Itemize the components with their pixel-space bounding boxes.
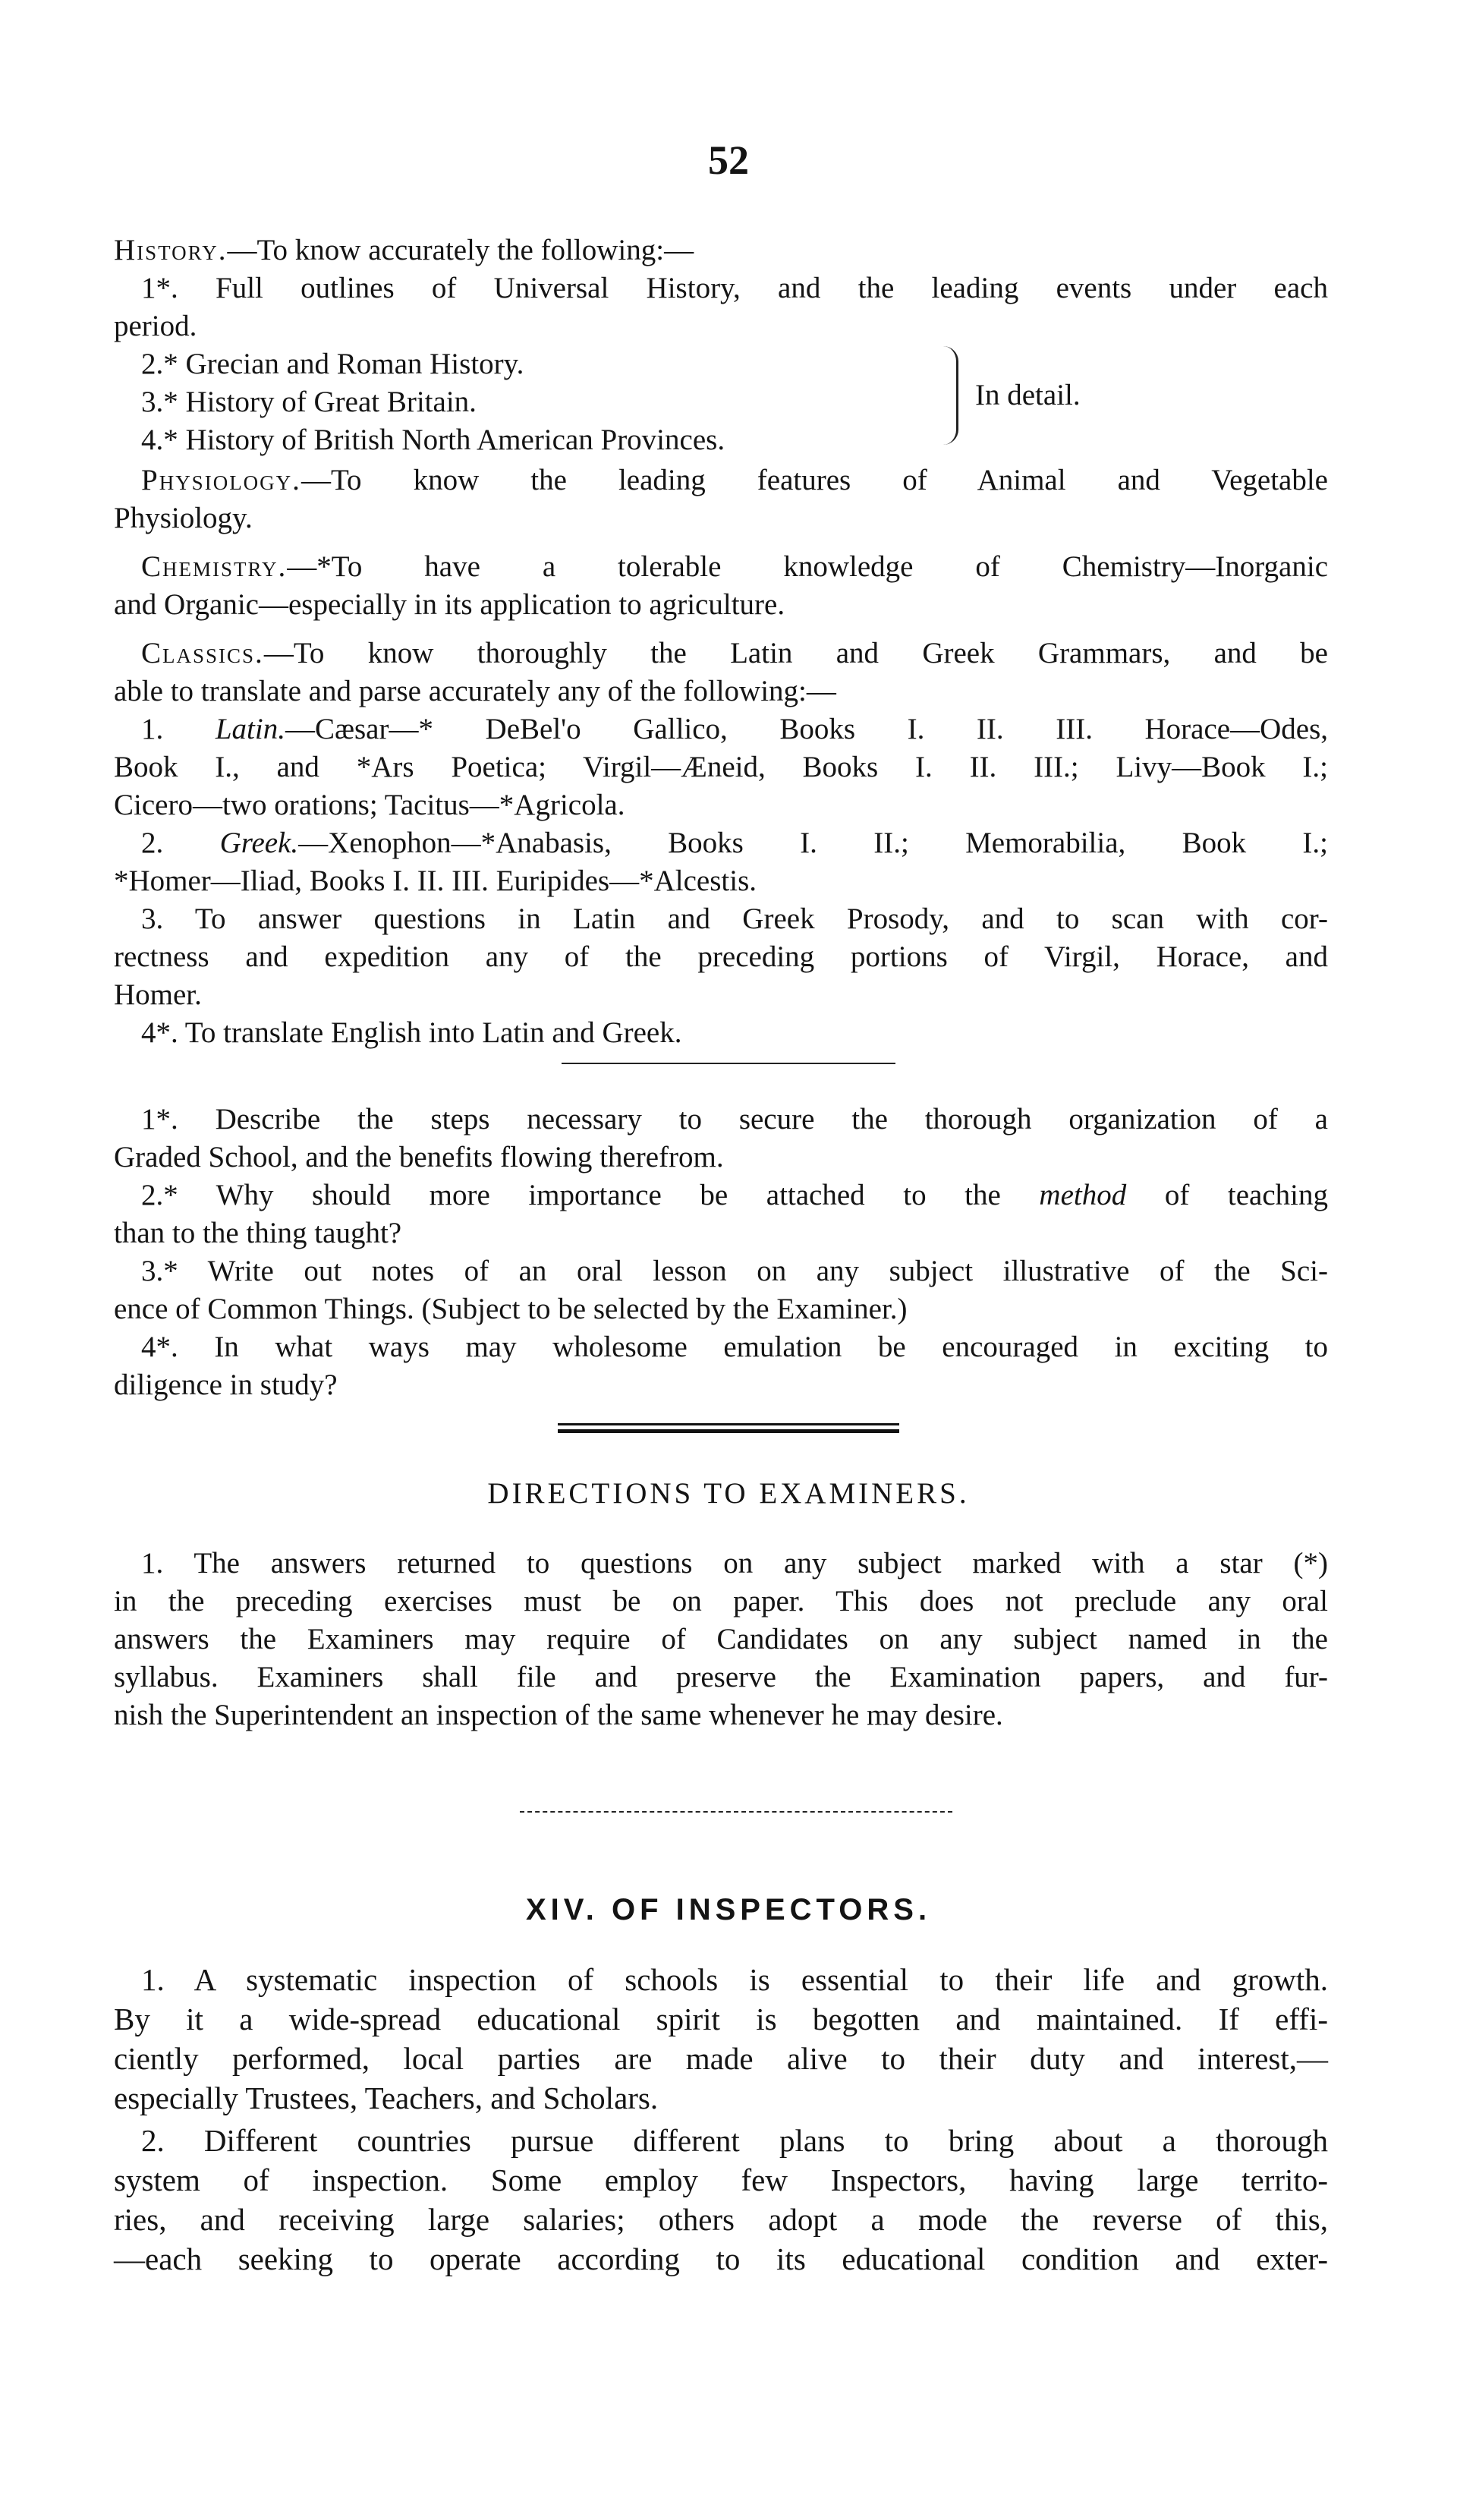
inspectors-1-line-4: especially Trustees, Teachers, and Scholars.	[114, 2081, 659, 2115]
inspectors-1-line-2: By it a wide-spread educational spirit is begotten and maintained. If effi-	[114, 2002, 1328, 2036]
latin-line-2: Book I., and *Ars Poetica; Virgil—Æneid, Books I. II. III.; Livy—Book I.;	[114, 751, 1328, 783]
exercise-4-line-1: 4*. In what ways may wholesome emulation be encouraged in exciting to	[141, 1331, 1328, 1363]
exercises-section	[114, 1101, 1328, 1404]
exercise-2-line-1: 2.* Why should more importance be attached to the method of teaching	[141, 1179, 1328, 1211]
classics-section	[114, 635, 1328, 1052]
brace-mark	[941, 346, 958, 445]
history-item-3: 3.* History of Great Britain.	[141, 386, 477, 418]
directions-line-5: nish the Superintendent an inspection of the same whenever he may desire.	[114, 1699, 1003, 1731]
physiology-line-1: Physiology.—To know the leading features of Animal and Vegetable	[141, 464, 1328, 496]
in-detail-note: In detail.	[975, 379, 1081, 411]
greek-line-1: 2. Greek.—Xenophon—*Anabasis, Books I. II.; Memorabilia, Book I.;	[141, 827, 1329, 859]
inspectors-para-2	[114, 2121, 1328, 2279]
directions-line-1: 1. The answers returned to questions on any subject marked with a star (*)	[141, 1547, 1328, 1580]
physiology-head: Physiology.	[141, 464, 301, 496]
method-emphasis: method	[1039, 1179, 1127, 1211]
inspectors-2-line-1: 2. Different countries pursue different plans to bring about a thorough	[141, 2123, 1328, 2158]
directions-section	[114, 1545, 1328, 1734]
double-rule-top	[558, 1423, 899, 1425]
greek-label: Greek.	[219, 827, 299, 859]
history-item-1-cont: period.	[114, 310, 197, 342]
classics-item-4: 4*. To translate English into Latin and Greek.	[141, 1016, 682, 1049]
divider-rule	[562, 1063, 895, 1064]
history-intro-line: History.—To know accurately the following:—	[114, 234, 694, 266]
inspectors-1-line-3: ciently performed, local parties are made alive to their duty and interest,—	[114, 2041, 1328, 2076]
inspectors-para-1	[114, 1960, 1328, 2118]
latin-line-1: 1. Latin.—Cæsar—* DeBel'o Gallico, Books I. II. III. Horace—Odes,	[141, 713, 1328, 745]
directions-line-4: syllabus. Examiners shall file and preserve the Examination papers, and fur-	[114, 1661, 1328, 1693]
chemistry-line-1: Chemistry.—*To have a tolerable knowledge of Chemistry—Inorganic	[141, 550, 1328, 583]
classics-head: Classics.	[141, 637, 264, 669]
history-head: History.	[114, 234, 228, 266]
classics-line-1: Classics.—To know thoroughly the Latin and Greek Grammars, and be	[141, 637, 1328, 669]
chemistry-line-2: and Organic—especially in its application to agriculture.	[114, 588, 785, 621]
latin-line-3: Cicero—two orations; Tacitus—*Agricola.	[114, 789, 625, 821]
classics-item-3-line-1: 3. To answer questions in Latin and Greek Prosody, and to scan with cor-	[141, 902, 1328, 935]
physiology-line-2: Physiology.	[114, 502, 253, 534]
chemistry-head: Chemistry.	[141, 550, 288, 583]
history-section	[114, 232, 1328, 459]
classics-line-2: able to translate and parse accurately any of the following:—	[114, 675, 836, 707]
inspectors-2-line-3: ries, and receiving large salaries; others adopt a mode the reverse of this,	[114, 2202, 1328, 2237]
double-rule-bottom	[558, 1429, 899, 1433]
greek-line-2: *Homer—Iliad, Books I. II. III. Euripides—*Alcestis.	[114, 865, 757, 897]
inspectors-1-line-1: 1. A systematic inspection of schools is essential to their life and growth.	[141, 1962, 1328, 1997]
exercise-2-line-2: than to the thing taught?	[114, 1217, 402, 1249]
dashed-rule	[520, 1811, 952, 1813]
exercise-3-line-1: 3.* Write out notes of an oral lesson on any subject illustrative of the Sci-	[141, 1255, 1328, 1287]
classics-item-3-line-2: rectness and expedition any of the preceding portions of Virgil, Horace, and	[114, 940, 1328, 973]
chemistry-section	[114, 548, 1328, 624]
latin-label: Latin.	[215, 713, 285, 745]
history-item-2: 2.* Grecian and Roman History.	[141, 348, 524, 380]
physiology-section	[114, 461, 1328, 537]
classics-item-3-line-3: Homer.	[114, 978, 202, 1011]
directions-line-2: in the preceding exercises must be on paper. This does not preclude any oral	[114, 1585, 1328, 1618]
exercise-1-line-1: 1*. Describe the steps necessary to secure the thorough organization of a	[141, 1103, 1328, 1136]
directions-heading: DIRECTIONS TO EXAMINERS.	[487, 1477, 970, 1510]
exercise-4-line-2: diligence in study?	[114, 1369, 338, 1401]
inspectors-2-line-4: —each seeking to operate according to its educational condition and exter-	[114, 2241, 1328, 2276]
directions-line-3: answers the Examiners may require of Candidates on any subject named in the	[114, 1623, 1328, 1655]
exercise-1-line-2: Graded School, and the benefits flowing therefrom.	[114, 1141, 724, 1173]
page-number: 52	[708, 137, 749, 183]
inspectors-2-line-2: system of inspection. Some employ few Inspectors, having large territo-	[114, 2162, 1328, 2197]
history-item-4: 4.* History of British North American Provinces.	[141, 424, 725, 456]
exercise-3-line-2: ence of Common Things. (Subject to be selected by the Examiner.)	[114, 1293, 908, 1325]
inspectors-heading: XIV. OF INSPECTORS.	[525, 1893, 932, 1926]
history-item-1: 1*. Full outlines of Universal History, and the leading events under each	[141, 272, 1328, 304]
